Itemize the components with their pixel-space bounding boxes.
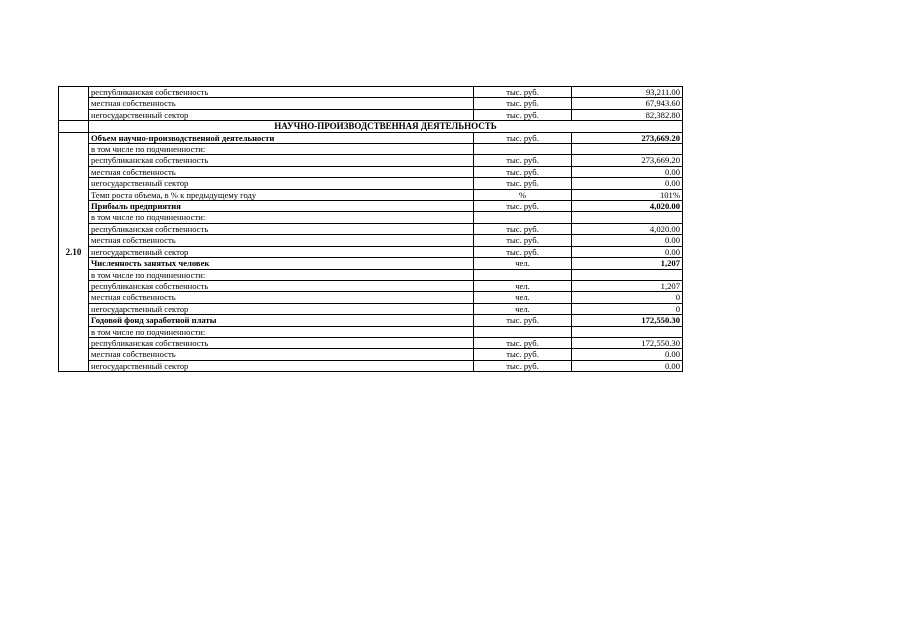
table-row — [59, 98, 683, 109]
table-row — [59, 201, 683, 212]
row-unit — [474, 212, 572, 223]
row-unit: тыс. руб. — [474, 349, 572, 360]
row-unit: тыс. руб. — [474, 98, 572, 109]
row-unit: чел. — [474, 292, 572, 303]
table-row — [59, 189, 683, 200]
row-name: Темп роста объема, в % к предыдущему году — [89, 189, 474, 200]
row-value: 0.00 — [572, 349, 683, 360]
row-value: 172,550.30 — [572, 315, 683, 326]
table-row — [59, 349, 683, 360]
row-value — [572, 212, 683, 223]
table-row — [59, 235, 683, 246]
row-name: в том числе по подчиненности: — [89, 144, 474, 155]
row-name: в том числе по подчиненности: — [89, 326, 474, 337]
row-value: 0.00 — [572, 246, 683, 257]
table-row — [59, 223, 683, 234]
row-value — [572, 269, 683, 280]
row-unit: тыс. руб. — [474, 337, 572, 348]
table-row — [59, 258, 683, 269]
row-value: 4,020.00 — [572, 223, 683, 234]
section-title: НАУЧНО-ПРОИЗВОДСТВЕННАЯ ДЕЯТЕЛЬНОСТЬ — [89, 121, 683, 132]
row-name: республиканская собственность — [89, 223, 474, 234]
row-unit: % — [474, 189, 572, 200]
table-row — [59, 144, 683, 155]
row-unit: тыс. руб. — [474, 315, 572, 326]
row-value: 93,211.00 — [572, 87, 683, 98]
row-unit: тыс. руб. — [474, 155, 572, 166]
row-unit: тыс. руб. — [474, 223, 572, 234]
row-value: 0 — [572, 292, 683, 303]
row-unit: тыс. руб. — [474, 360, 572, 371]
row-unit — [474, 326, 572, 337]
row-unit: тыс. руб. — [474, 87, 572, 98]
row-name: республиканская собственность — [89, 280, 474, 291]
row-value: 0.00 — [572, 178, 683, 189]
table-row — [59, 326, 683, 337]
table-row — [59, 337, 683, 348]
row-name: негосударственный сектор — [89, 178, 474, 189]
row-value: 172,550.30 — [572, 337, 683, 348]
table-row — [59, 303, 683, 314]
row-name: в том числе по подчиненности: — [89, 212, 474, 223]
row-name: местная собственность — [89, 292, 474, 303]
section-number: 2.10 — [59, 132, 89, 372]
row-value: 82,382.80 — [572, 109, 683, 120]
table-row — [59, 212, 683, 223]
row-name: местная собственность — [89, 235, 474, 246]
table-row — [59, 155, 683, 166]
row-unit: тыс. руб. — [474, 109, 572, 120]
row-unit — [474, 269, 572, 280]
row-name: негосударственный сектор — [89, 246, 474, 257]
row-value: 273,669.20 — [572, 132, 683, 143]
table-row — [59, 132, 683, 143]
table-row — [59, 315, 683, 326]
report-table — [58, 86, 683, 372]
row-value: 1,207 — [572, 258, 683, 269]
row-name: местная собственность — [89, 166, 474, 177]
row-value — [572, 326, 683, 337]
row-unit: тыс. руб. — [474, 132, 572, 143]
row-unit: чел. — [474, 258, 572, 269]
row-name: в том числе по подчиненности: — [89, 269, 474, 280]
row-name: Годовой фонд заработной платы — [89, 315, 474, 326]
section-header-row — [59, 121, 683, 132]
row-value: 1,207 — [572, 280, 683, 291]
row-unit: тыс. руб. — [474, 178, 572, 189]
table-row — [59, 178, 683, 189]
row-name: Прибыль предприятия — [89, 201, 474, 212]
table-row — [59, 109, 683, 120]
row-unit: чел. — [474, 280, 572, 291]
row-name: местная собственность — [89, 98, 474, 109]
row-unit: тыс. руб. — [474, 246, 572, 257]
row-value: 67,943.60 — [572, 98, 683, 109]
row-value — [572, 144, 683, 155]
report-table-body — [59, 87, 683, 372]
table-row — [59, 246, 683, 257]
row-value: 0.00 — [572, 360, 683, 371]
row-unit — [474, 144, 572, 155]
row-name: Объем научно-производственной деятельности — [89, 132, 474, 143]
row-unit: тыс. руб. — [474, 166, 572, 177]
row-unit: тыс. руб. — [474, 235, 572, 246]
row-value: 0.00 — [572, 166, 683, 177]
row-name: негосударственный сектор — [89, 109, 474, 120]
row-unit: чел. — [474, 303, 572, 314]
table-row — [59, 87, 683, 98]
row-name: республиканская собственность — [89, 337, 474, 348]
row-name: негосударственный сектор — [89, 303, 474, 314]
table-row — [59, 269, 683, 280]
table-row — [59, 166, 683, 177]
row-value: 4,020.00 — [572, 201, 683, 212]
row-name: республиканская собственность — [89, 155, 474, 166]
row-name: республиканская собственность — [89, 87, 474, 98]
row-value: 273,669.20 — [572, 155, 683, 166]
row-name: негосударственный сектор — [89, 360, 474, 371]
table-row — [59, 280, 683, 291]
row-value: 0 — [572, 303, 683, 314]
section-number-spacer — [59, 121, 89, 132]
table-row — [59, 360, 683, 371]
row-number-cell — [59, 87, 89, 121]
row-value: 101% — [572, 189, 683, 200]
row-unit: тыс. руб. — [474, 201, 572, 212]
table-row — [59, 292, 683, 303]
row-name: местная собственность — [89, 349, 474, 360]
row-name: Численность занятых человек — [89, 258, 474, 269]
row-value: 0.00 — [572, 235, 683, 246]
